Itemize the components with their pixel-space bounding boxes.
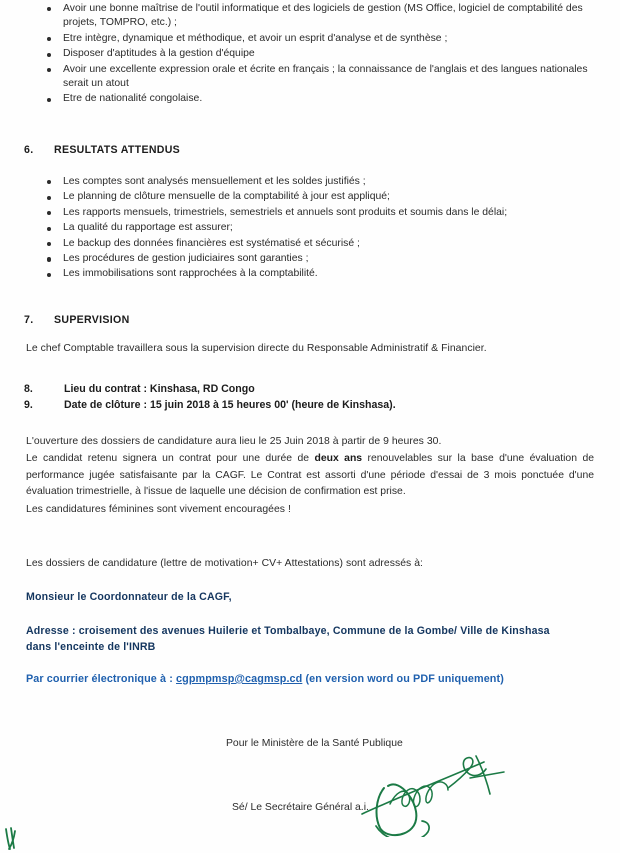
section-number-supervision: 7. — [24, 314, 34, 326]
results-list-block — [47, 175, 600, 283]
application-intro-line: Les dossiers de candidature (lettre de motivation+ CV+ Attestations) sont adressés à: — [26, 558, 423, 569]
list-item: Avoir une bonne maîtrise de l'outil informatique et des logiciels de gestion (MS Office, logiciel de comptabilité des projets, TOMPRO, etc.) ; — [47, 2, 600, 31]
list-item: Avoir une excellente expression orale et écrite en français ; la connaissance de l'anglais et des langues nationales serait un atout — [47, 63, 600, 92]
section-title-results: RESULTATS ATTENDUS — [54, 144, 181, 156]
email-address-link[interactable]: cgpmpmsp@cagmsp.cd — [176, 673, 303, 685]
address-line-1: Adresse : croisement des avenues Huilerie et Tombalbaye, Commune de la Gombe/ Ville de Kinshasa — [26, 625, 550, 637]
contract-para-bold: deux ans — [314, 453, 363, 464]
opening-date-line: L'ouverture des dossiers de candidature aura lieu le 25 Juin 2018 à partir de 9 heures 30. — [26, 436, 442, 447]
signature-title-line: Sé/ Le Secrétaire Général a.i. — [232, 802, 369, 813]
section-title-supervision: SUPERVISION — [54, 314, 130, 326]
contract-duration-paragraph — [26, 451, 594, 501]
contract-para-part2: renouvelables sur la base d'une évaluation de performance jugée satisfaisante par la CAGF. Le Contrat est assorti d'une période d'essai de 3 mois ponctuée d'une évaluation trimestrielle, à l'issue de laquelle une décision de confirmation est prise. — [26, 453, 594, 498]
list-item: Le backup des données financières est systématisé et sécurisé ; — [47, 237, 600, 251]
list-item: Les immobilisations sont rapprochées à la comptabilité. — [47, 267, 600, 281]
section-heading-supervision — [24, 314, 130, 326]
list-item: Le planning de clôture mensuelle de la comptabilité à jour est appliqué; — [47, 190, 600, 204]
contract-row-deadline — [24, 397, 584, 413]
women-encouraged-line: Les candidatures féminines sont vivement encouragées ! — [26, 504, 291, 515]
contract-para-part1: Le candidat retenu signera un contrat pour une durée de — [26, 453, 315, 464]
list-item: Etre de nationalité congolaise. — [47, 92, 600, 106]
section-number-results: 6. — [24, 144, 34, 156]
signature-for-line: Pour le Ministère de la Santé Publique — [226, 738, 403, 749]
section-heading-results — [24, 144, 180, 156]
results-list — [47, 175, 600, 282]
contract-row-text: Date de clôture : 15 juin 2018 à 15 heures 00' (heure de Kinshasa). — [64, 399, 396, 411]
qualifications-list-block — [47, 2, 600, 108]
list-item: Etre intègre, dynamique et méthodique, et avoir un esprit d'analyse et de synthèse ; — [47, 32, 600, 46]
list-item: La qualité du rapportage est assurer; — [47, 221, 600, 235]
application-recipient: Monsieur le Coordonnateur de la CAGF, — [26, 591, 232, 603]
email-format-note: (en version word ou PDF uniquement) — [302, 673, 504, 685]
handwritten-signature-icon — [332, 742, 512, 837]
corner-ink-mark-icon — [2, 826, 28, 852]
application-email-line — [26, 672, 598, 687]
contract-row-location — [24, 381, 584, 397]
list-item: Disposer d'aptitudes à la gestion d'équipe — [47, 47, 600, 61]
supervision-paragraph: Le chef Comptable travaillera sous la supervision directe du Responsable Administratif & Financier. — [26, 343, 487, 354]
list-item: Les procédures de gestion judiciaires sont garanties ; — [47, 252, 600, 266]
address-line-2: dans l'enceinte de l'INRB — [26, 640, 156, 653]
email-prefix-label: Par courrier électronique à : — [26, 673, 177, 685]
contract-details-block — [24, 381, 584, 413]
contract-row-number: 8. — [24, 383, 33, 395]
application-address — [26, 624, 598, 655]
qualifications-list — [47, 2, 600, 107]
contract-row-text: Lieu du contrat : Kinshasa, RD Congo — [64, 383, 255, 395]
list-item: Les rapports mensuels, trimestriels, semestriels et annuels sont produits et soumis dans le délai; — [47, 206, 600, 220]
contract-row-number: 9. — [24, 399, 33, 411]
list-item: Les comptes sont analysés mensuellement et les soldes justifiés ; — [47, 175, 600, 189]
